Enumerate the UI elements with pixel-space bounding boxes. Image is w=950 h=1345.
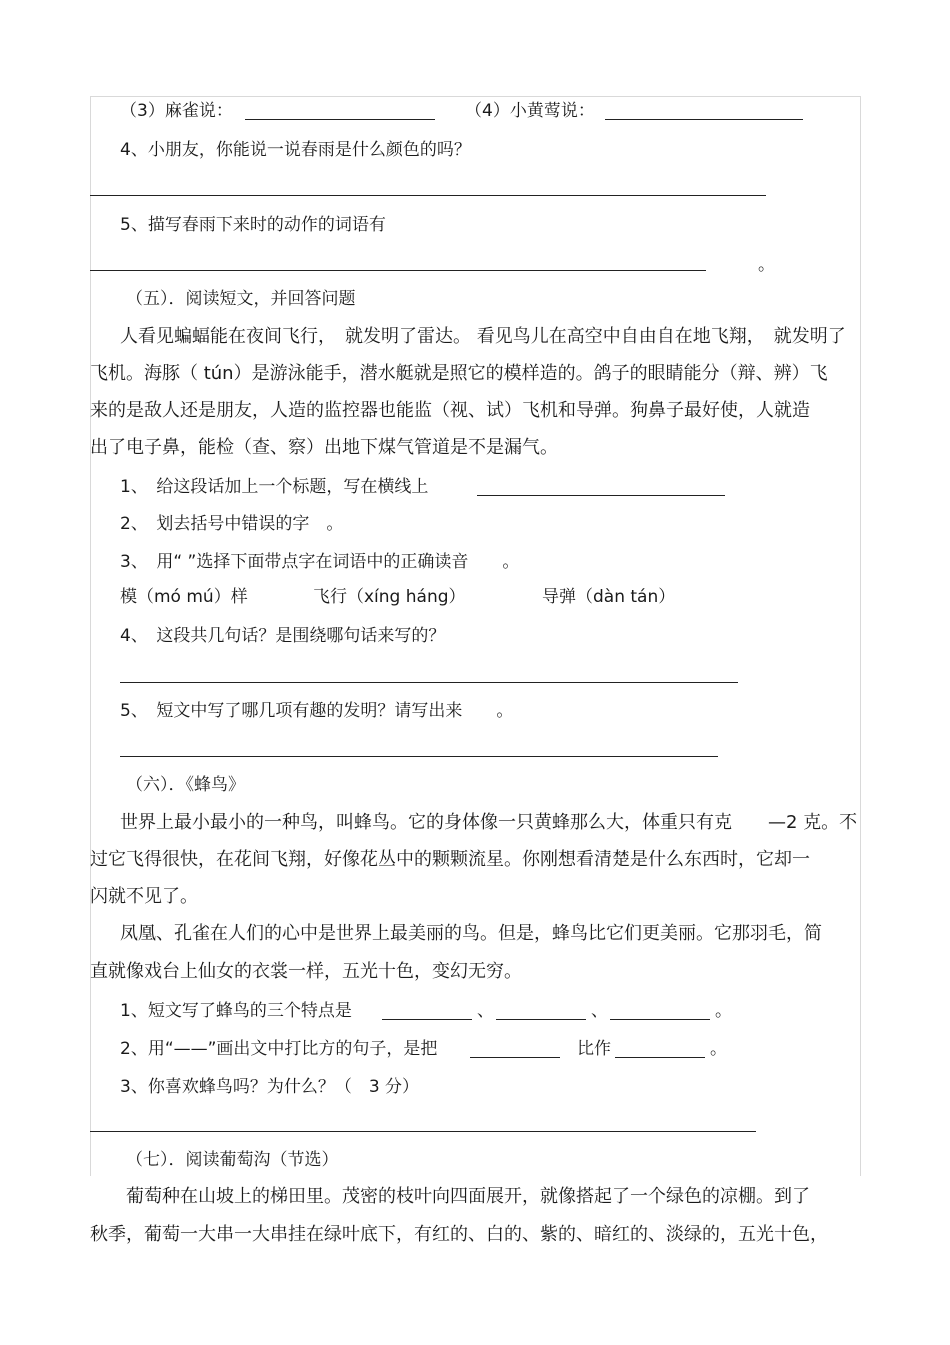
answer-line-q4[interactable]: [605, 119, 803, 120]
pinyin-option-daodan[interactable]: 导弹（dàn tán）: [542, 587, 676, 607]
sec6-q2-metaphor: 2、用“——”画出文中打比方的句子，是把: [120, 1039, 438, 1059]
answer-line-feature-3[interactable]: [610, 1019, 710, 1020]
sec6-passage-line: 直就像戏台上仙女的衣裳一样，五光十色，变幻无穷。: [90, 961, 522, 982]
answer-line-q3[interactable]: [245, 119, 435, 120]
page-frame-left: [90, 96, 91, 1176]
sec5-q1-title: 1、 给这段话加上一个标题，写在横线上: [120, 477, 429, 497]
sec6-q3-opinion: 3、你喜欢蜂鸟吗？为什么？（ 3 分）: [120, 1077, 420, 1097]
sec6-passage-line: 凤凰、孔雀在人们的心中是世界上最美丽的鸟。但是，蜂鸟比它们更美丽。它那羽毛，简: [120, 923, 822, 944]
section-5-heading: （五）．阅读短文，并回答问题: [126, 289, 356, 309]
q4-oriole-label: （4）小黄莺说：: [465, 101, 595, 121]
page-frame-top: [90, 96, 860, 97]
period-mark: 。: [758, 255, 775, 275]
sec5-q2-strike: 2、 划去括号中错误的字 。: [120, 514, 344, 534]
sec5-q3-pinyin: 3、 用“ ”选择下面带点字在词语中的正确读音 。: [120, 552, 520, 572]
sec6-q1-features: 1、短文写了蜂鸟的三个特点是: [120, 1001, 352, 1021]
section-7-heading: （七）．阅读葡萄沟（节选）: [126, 1150, 339, 1170]
sec6-passage-line: 闪就不见了。: [90, 886, 198, 907]
pinyin-option-feixing[interactable]: 飞行（xíng háng）: [313, 587, 466, 607]
answer-line-metaphor-a[interactable]: [470, 1057, 560, 1058]
sec7-passage-line: 葡萄种在山坡上的梯田里。茂密的枝叶向四面展开，就像搭起了一个绿色的凉棚。到了: [126, 1186, 810, 1207]
answer-line-inventions[interactable]: [120, 756, 718, 757]
sec5-passage-line: 人看见蝙蝠能在夜间飞行， 就发明了雷达。 看见鸟儿在高空中自由自在地飞翔， 就发明了: [120, 326, 846, 347]
answer-line-rain-color[interactable]: [90, 195, 766, 196]
sec5-passage-line: 来的是敌人还是朋友，人造的监控器也能监（视、试）飞机和导弹。狗鼻子最好使，人就造: [90, 400, 810, 421]
sec5-q4-sentences: 4、 这段共几句话？是围绕哪句话来写的？: [120, 626, 446, 646]
q5-spring-rain-verbs: 5、描写春雨下来时的动作的词语有: [120, 215, 386, 235]
q3-sparrow-label: （3）麻雀说：: [120, 101, 233, 121]
separator: 、: [477, 1001, 494, 1021]
separator: 、: [591, 1001, 608, 1021]
sec5-q5-inventions: 5、 短文中写了哪几项有趣的发明？请写出来 。: [120, 701, 514, 721]
sec6-q2-compare: 比作: [577, 1039, 611, 1059]
answer-line-feature-2[interactable]: [496, 1019, 586, 1020]
period-mark: 。: [710, 1039, 727, 1059]
pinyin-option-moyang[interactable]: 模（mó mú）样: [120, 587, 248, 607]
answer-line-feature-1[interactable]: [382, 1019, 472, 1020]
answer-line-metaphor-b[interactable]: [615, 1057, 705, 1058]
answer-line-sentences[interactable]: [120, 682, 738, 683]
sec5-passage-line: 出了电子鼻，能检（查、察）出地下煤气管道是不是漏气。: [90, 437, 558, 458]
sec6-passage-line: 世界上最小最小的一种鸟，叫蜂鸟。它的身体像一只黄蜂那么大，体重只有克 —2 克。不: [120, 812, 858, 833]
sec5-passage-line: 飞机。海豚（ tún）是游泳能手，潜水艇就是照它的模样造的。鸽子的眼睛能分（辩、辨）飞: [90, 363, 828, 384]
period-mark: 。: [715, 1001, 732, 1021]
answer-line-title[interactable]: [477, 495, 725, 496]
sec6-passage-line: 过它飞得很快，在花间飞翔，好像花丛中的颗颗流星。你刚想看清楚是什么东西时，它却一: [90, 849, 810, 870]
answer-line-rain-verbs[interactable]: [90, 270, 706, 271]
answer-line-opinion[interactable]: [90, 1131, 756, 1132]
sec7-passage-line: 秋季，葡萄一大串一大串挂在绿叶底下，有红的、白的、紫的、暗红的、淡绿的，五光十色，: [90, 1224, 828, 1245]
section-6-heading: （六）．《蜂鸟》: [126, 775, 245, 795]
page-frame-right: [860, 96, 861, 1176]
q4-spring-rain-color: 4、小朋友，你能说一说春雨是什么颜色的吗？: [120, 140, 471, 160]
